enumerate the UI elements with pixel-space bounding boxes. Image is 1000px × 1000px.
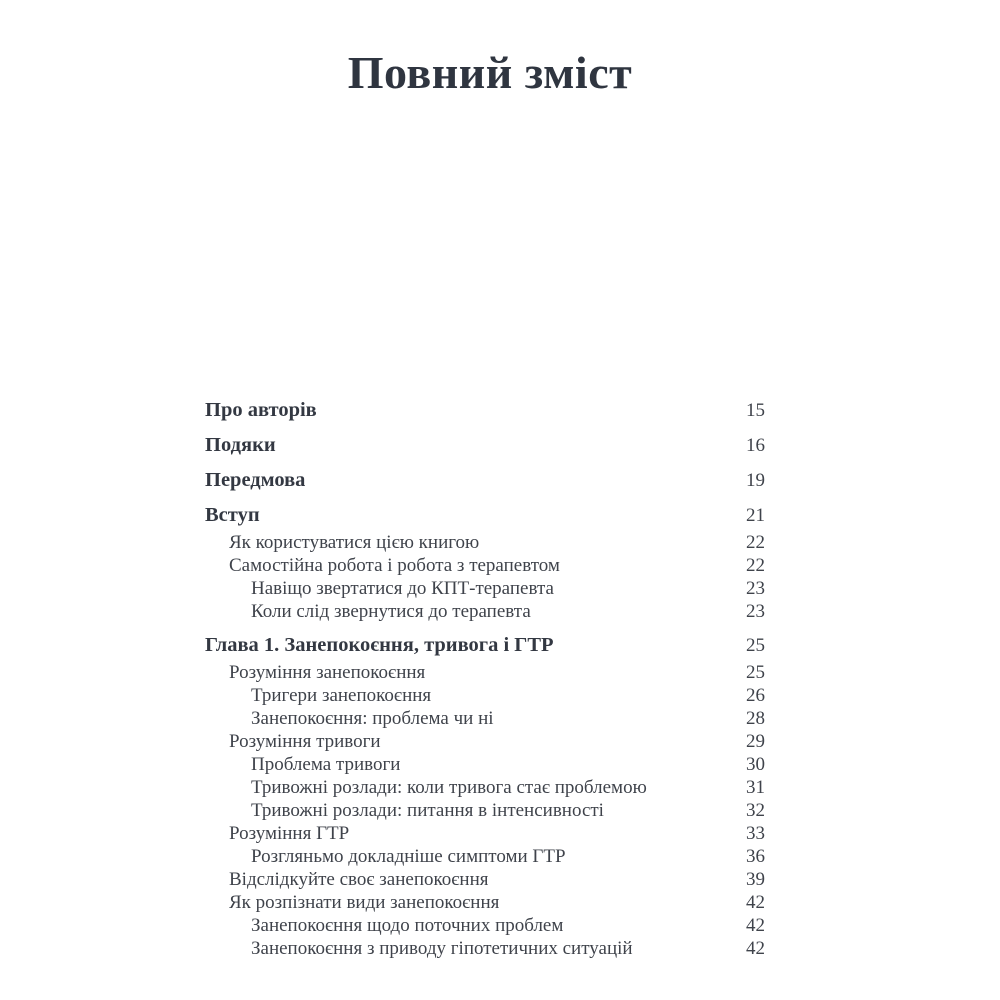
toc-entry-page-number: 31 (746, 777, 765, 798)
toc-entry-label: Розуміння занепокоєння (229, 662, 426, 683)
toc-entry (205, 531, 765, 554)
toc-entry-page-number: 23 (746, 578, 765, 599)
toc-entry-page-number: 23 (746, 601, 765, 622)
toc-entry (205, 753, 765, 776)
toc-entry-label: Проблема тривоги (251, 754, 401, 775)
toc-entry (205, 776, 765, 799)
toc-entry-page-number: 30 (746, 754, 765, 775)
toc-entry-label: Як розпізнати види занепокоєння (229, 892, 500, 913)
toc-entry-label: Тривожні розлади: коли тривога стає проблемою (251, 777, 647, 798)
toc-entry-page-number: 25 (746, 635, 765, 656)
toc-entry-page-number: 32 (746, 800, 765, 821)
toc-entry (205, 845, 765, 868)
toc-entry (205, 822, 765, 845)
toc-entry-label: Вступ (205, 504, 260, 526)
page-title: Повний зміст (347, 47, 633, 98)
toc-entry (205, 554, 765, 577)
toc-entry-page-number: 42 (746, 915, 765, 936)
toc-entry-label: Тригери занепокоєння (251, 685, 432, 706)
toc-entry (205, 661, 765, 684)
toc-entry-page-number: 19 (746, 470, 765, 491)
toc-entry (205, 600, 765, 623)
toc-entry (205, 433, 765, 458)
toc-entry (205, 633, 765, 658)
toc-entry (205, 398, 765, 423)
toc-entry-page-number: 21 (746, 505, 765, 526)
toc-entry-page-number: 22 (746, 532, 765, 553)
toc-entry-page-number: 15 (746, 400, 765, 421)
toc-entry-label: Розгляньмо докладніше симптоми ГТР (251, 846, 566, 867)
toc-entry-label: Коли слід звернутися до терапевта (251, 601, 531, 622)
toc-entry-label: Про авторів (205, 399, 317, 421)
toc-entry-page-number: 39 (746, 869, 765, 890)
toc-entry-page-number: 25 (746, 662, 765, 683)
toc-entry-label: Тривожні розлади: питання в інтенсивності (251, 800, 604, 821)
toc-entry (205, 799, 765, 822)
toc-entry (205, 730, 765, 753)
toc-entry-label: Занепокоєння щодо поточних проблем (251, 915, 564, 936)
toc-entry (205, 891, 765, 914)
toc-entry (205, 503, 765, 528)
toc-entry-page-number: 28 (746, 708, 765, 729)
toc-entry-label: Розуміння ГТР (229, 823, 350, 844)
toc-entry (205, 868, 765, 891)
toc-entry-label: Навіщо звертатися до КПТ-терапевта (251, 578, 554, 599)
toc-entry (205, 468, 765, 493)
toc-entry-page-number: 26 (746, 685, 765, 706)
toc-entry-page-number: 33 (746, 823, 765, 844)
toc-entry (205, 707, 765, 730)
toc-entry-label: Передмова (205, 469, 306, 491)
table-of-contents (205, 388, 765, 960)
toc-entry-label: Подяки (205, 434, 276, 456)
toc-entry-page-number: 42 (746, 892, 765, 913)
toc-entry-label: Занепокоєння з приводу гіпотетичних ситуацій (251, 938, 633, 959)
toc-entry-label: Самостійна робота і робота з терапевтом (229, 555, 560, 576)
toc-entry-label: Розуміння тривоги (229, 731, 381, 752)
toc-entry (205, 914, 765, 937)
toc-entry-page-number: 36 (746, 846, 765, 867)
toc-entry-page-number: 29 (746, 731, 765, 752)
toc-entry-label: Занепокоєння: проблема чи ні (251, 708, 494, 729)
toc-entry-page-number: 16 (746, 435, 765, 456)
toc-entry (205, 937, 765, 960)
toc-entry (205, 684, 765, 707)
toc-entry-label: Як користуватися цією книгою (229, 532, 480, 553)
toc-entry-page-number: 22 (746, 555, 765, 576)
toc-entry-page-number: 42 (746, 938, 765, 959)
toc-entry (205, 577, 765, 600)
toc-entry-label: Відслідкуйте своє занепокоєння (229, 869, 489, 890)
toc-entry-label: Глава 1. Занепокоєння, тривога і ГТР (205, 634, 554, 656)
